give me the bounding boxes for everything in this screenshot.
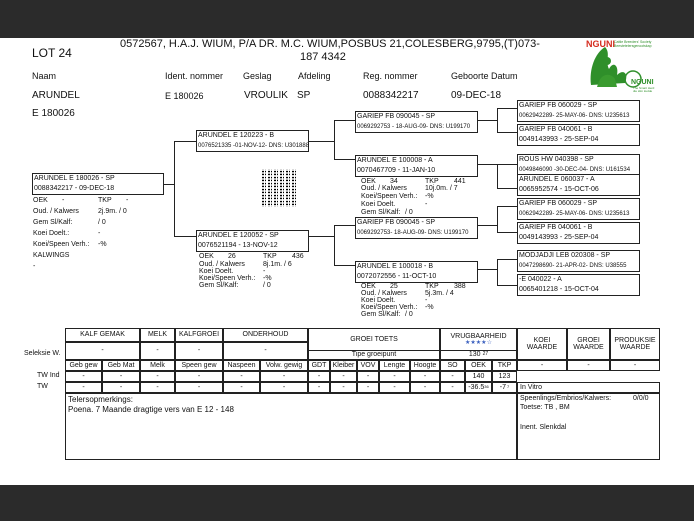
dam-box bbox=[196, 230, 309, 252]
logo-name-small: NGUNI bbox=[631, 79, 654, 86]
sub-geb-gew: Geb gew bbox=[65, 360, 102, 371]
gg8-line1: -E 040022 - A bbox=[519, 276, 562, 283]
logo-sub1: Cattle Breeders' Society bbox=[614, 40, 652, 44]
kalwings-value: - bbox=[33, 263, 36, 270]
tipe-groeipunt: Tipe groeipunt bbox=[308, 350, 440, 360]
sub-gdt: GDT bbox=[308, 360, 330, 371]
tw-kleiber: - bbox=[330, 382, 357, 393]
gg1-line2: 0062942289- 25-MAY-06- DNS: U235613 bbox=[519, 113, 630, 119]
dam-koei-label: Koei Doelt. bbox=[199, 268, 234, 275]
vrug-value bbox=[440, 350, 517, 360]
sub-vov: VOV bbox=[357, 360, 379, 371]
subject-tkp-label: TKP bbox=[98, 197, 112, 204]
hdr-groei-waarde: GROEI WAARDE bbox=[567, 328, 610, 360]
pedigree-sheet bbox=[0, 38, 694, 485]
col-ident: Ident. nommer bbox=[165, 71, 224, 81]
ss-line2: 0069292753 - 18-AUG-09- DNS: U199170 bbox=[357, 124, 471, 130]
gg2-line1: GARIEP FB 040061 - B bbox=[519, 126, 593, 133]
hdr-produksie-waarde: PRODUKSIE WAARDE bbox=[610, 328, 660, 360]
twind-oek: 140 bbox=[465, 371, 492, 382]
sub-speen-gew: Speen gew bbox=[175, 360, 223, 371]
dam-oek-label: OEK bbox=[199, 253, 214, 260]
dd-oek: 25 bbox=[390, 283, 398, 290]
dd-oek-label: OEK bbox=[361, 283, 376, 290]
sub-tkp: TKP bbox=[492, 360, 517, 371]
tw-naspeen: - bbox=[223, 382, 260, 393]
gg5-line1: GARIEP FB 060029 - SP bbox=[519, 200, 598, 207]
dam-tkp-label: TKP bbox=[263, 253, 277, 260]
logo-tag2: die slim kudde bbox=[633, 89, 653, 93]
gg1-line1: GARIEP FB 060029 - SP bbox=[519, 102, 598, 109]
dam-koei: - bbox=[263, 268, 266, 275]
tw-gdt: - bbox=[308, 382, 330, 393]
gg5-line2: 0062942289- 25-MAY-06- DNS: U235613 bbox=[519, 211, 630, 217]
sel-melk: - bbox=[140, 342, 175, 360]
sd-oud-label: Oud. / Kalwers bbox=[361, 185, 407, 192]
dd-gem-label: Gem Sl/Kalf: bbox=[361, 311, 401, 318]
gg7-line2: 0047298690- 21-APR-02- DNS: U38555 bbox=[519, 263, 627, 269]
subject-oek-label: OEK bbox=[33, 197, 48, 204]
gg6-line2: 0049143993 - 25-SEP-04 bbox=[519, 234, 599, 241]
gg2-line2: 0049143993 - 25-SEP-04 bbox=[519, 136, 599, 143]
twind-vov: - bbox=[357, 371, 379, 382]
gg-box-5 bbox=[517, 198, 640, 220]
ss-line1: GARIEP FB 090045 - SP bbox=[357, 113, 436, 120]
qr-code bbox=[262, 169, 296, 207]
subject-gem-label: Gem Sl/Kalf: bbox=[33, 219, 73, 226]
twind-hoogte: - bbox=[410, 371, 440, 382]
sire-box bbox=[196, 130, 309, 152]
twind-speen: - bbox=[175, 371, 223, 382]
speen-label: Speenlings/Embrios/Kalwers: bbox=[520, 395, 612, 402]
gg4-line1: ARUNDEL E 060037 - A bbox=[519, 176, 595, 183]
twind-volw: - bbox=[260, 371, 308, 382]
twind-so: - bbox=[440, 371, 465, 382]
dam-line1: ARUNDEL E 120052 - SP bbox=[198, 232, 279, 239]
hdr-koei-waarde: KOEI WAARDE bbox=[517, 328, 567, 360]
hdr-vrugbaarheid bbox=[440, 328, 517, 350]
gg-box-6 bbox=[517, 222, 640, 244]
vrug-value-sub: 27 bbox=[482, 351, 489, 358]
twind-tkp: 123 bbox=[492, 371, 517, 382]
tests-box bbox=[517, 393, 660, 460]
sub-naspeen: Naspeen bbox=[223, 360, 260, 371]
ss-box bbox=[355, 111, 478, 133]
tw-tkp-sub: 7 bbox=[507, 384, 510, 390]
gg-box-1 bbox=[517, 100, 640, 122]
hdr-kalfgroei: KALFGROEI bbox=[175, 328, 223, 342]
sd-tkp: 441 bbox=[454, 178, 466, 185]
logo-name: NGUNI bbox=[586, 39, 615, 49]
hdr-kalf-gemak: KALF GEMAK bbox=[65, 328, 140, 342]
dd-koei-label: Koei Doelt. bbox=[361, 297, 396, 304]
tw-lengte: - bbox=[379, 382, 410, 393]
sd-oek-label: OEK bbox=[361, 178, 376, 185]
kalwings-label: KALWINGS bbox=[33, 252, 70, 259]
nguni-logo bbox=[585, 39, 663, 95]
sd-oud: 10j.0m. / 7 bbox=[425, 185, 458, 192]
gg-box-2 bbox=[517, 124, 640, 146]
tw-label: TW bbox=[37, 383, 48, 390]
sel-kalfgroei: - bbox=[175, 342, 223, 360]
dd-tkp-label: TKP bbox=[425, 283, 439, 290]
dd-line1: ARUNDEL E 100018 - B bbox=[357, 263, 433, 270]
twind-naspeen: - bbox=[223, 371, 260, 382]
twind-melk: - bbox=[140, 371, 175, 382]
col-naam: Naam bbox=[32, 71, 57, 81]
dam-oud: 8j.1m. / 6 bbox=[263, 261, 292, 268]
subject-koeispeen-label: Koei/Speen Verh.: bbox=[33, 241, 90, 248]
sub-kleiber: Kleiber bbox=[330, 360, 357, 371]
dd-oud: 5j.3m. / 4 bbox=[425, 290, 454, 297]
dd-oud-label: Oud. / Kalwers bbox=[361, 290, 407, 297]
vrug-stars: ★★★★☆ bbox=[465, 340, 492, 347]
tw-oek-val: -36.5 bbox=[468, 383, 485, 391]
ds-line2: 0069292753- 18-AUG-09- DNS: U199170 bbox=[357, 230, 469, 236]
hdr-groei-toets: GROEI TOETS bbox=[308, 328, 440, 350]
sub-oek: OEK bbox=[465, 360, 492, 371]
sd-oek: 34 bbox=[390, 178, 398, 185]
ds-box bbox=[355, 217, 478, 239]
animal-name: ARUNDEL bbox=[32, 90, 80, 101]
dd-koeispeen: -% bbox=[425, 304, 434, 311]
subject-gem: / 0 bbox=[98, 219, 106, 226]
tw-speen: - bbox=[175, 382, 223, 393]
animal-afdeling: SP bbox=[297, 90, 311, 101]
sub-lengte: Lengte bbox=[379, 360, 410, 371]
groei-waarde-val: - bbox=[567, 360, 610, 371]
animal-ident: E 180026 bbox=[165, 91, 204, 101]
dam-line2: 0076521194 - 13-NOV-12 bbox=[198, 242, 278, 249]
sire-line2: 0076521335 -01-NOV-12- DNS: U301888 bbox=[198, 143, 310, 149]
sub-hoogte: Hoogte bbox=[410, 360, 440, 371]
owner-line2: 187 4342 bbox=[300, 51, 346, 63]
dam-tkp: 436 bbox=[292, 253, 304, 260]
subject-oud-label: Oud. / Kalwers bbox=[33, 208, 79, 215]
subject-line1: ARUNDEL E 180026 - SP bbox=[34, 175, 115, 182]
animal-code: E 180026 bbox=[32, 108, 75, 119]
gg7-line1: MODJADJI LEB 020308 - SP bbox=[519, 252, 611, 259]
sire-line1: ARUNDEL E 120223 - B bbox=[198, 132, 274, 139]
sel-onderhoud: - bbox=[223, 342, 308, 360]
dd-tkp: 388 bbox=[454, 283, 466, 290]
subject-tkp: - bbox=[126, 197, 129, 204]
gg-box-3 bbox=[517, 154, 640, 176]
sd-koeispeen-label: Koei/Speen Verh.: bbox=[361, 193, 418, 200]
logo-tag1: The Smart Herd bbox=[633, 86, 655, 90]
twind-gdt: - bbox=[308, 371, 330, 382]
vrug-value-num: 130 bbox=[468, 351, 481, 359]
sub-geb-mat: Geb Mat bbox=[102, 360, 140, 371]
dd-koeispeen-label: Koei/Speen Verh.: bbox=[361, 304, 418, 311]
dam-gem: / 0 bbox=[263, 282, 271, 289]
animal-reg: 0088342217 bbox=[363, 90, 419, 101]
subject-oek: - bbox=[62, 197, 65, 204]
sd-box bbox=[355, 155, 478, 177]
gg-box-8 bbox=[517, 274, 640, 296]
gg-box-7 bbox=[517, 250, 640, 272]
sd-gem-label: Gem Sl/Kalf: bbox=[361, 209, 401, 216]
col-afdeling: Afdeling bbox=[298, 71, 331, 81]
sub-volw-gewig: Volw. gewig bbox=[260, 360, 308, 371]
tw-geb-gew: - bbox=[65, 382, 102, 393]
gg6-line1: GARIEP FB 040061 - B bbox=[519, 224, 593, 231]
owner-line1: 0572567, H.A.J. WIUM, P/A DR. M.C. WIUM,POSBUS 21,COLESBERG,9795,(T)073- bbox=[120, 38, 540, 50]
hdr-melk: MELK bbox=[140, 328, 175, 342]
in-vitro: In Vitro bbox=[517, 382, 660, 393]
toetse: Toetse: TB , BM bbox=[520, 404, 570, 411]
dd-gem: / 0 bbox=[405, 311, 413, 318]
subject-box bbox=[32, 173, 164, 195]
sd-line1: ARUNDEL E 100008 - A bbox=[357, 157, 433, 164]
sub-so: SO bbox=[440, 360, 465, 371]
gg3-line1: ROUS HW 040398 - SP bbox=[519, 156, 594, 163]
dd-koei: - bbox=[425, 297, 428, 304]
inent: Inent. Slenkdal bbox=[520, 424, 567, 431]
tw-tkp-val: -7 bbox=[499, 383, 506, 391]
hdr-onderhoud: ONDERHOUD bbox=[223, 328, 308, 342]
tw-oek bbox=[465, 382, 492, 393]
subject-line2: 0088342217 - 09-DEC-18 bbox=[34, 185, 115, 192]
remarks-box bbox=[65, 393, 517, 460]
dd-box bbox=[355, 261, 478, 283]
remarks-text: Poena. 7 Maande dragtige vers van E 12 - 148 bbox=[68, 405, 234, 414]
animal-geslag: VROULIK bbox=[244, 90, 288, 101]
tw-oek-sub: 36 bbox=[484, 384, 489, 390]
subject-koeispeen: -% bbox=[98, 241, 107, 248]
dam-gem-label: Gem Sl/Kalf: bbox=[199, 282, 239, 289]
subject-oud: 2j.9m. / 0 bbox=[98, 208, 127, 215]
sd-gem: / 0 bbox=[405, 209, 413, 216]
sd-koei: - bbox=[425, 201, 428, 208]
logo-sub2: Beestetelersgenootskap bbox=[614, 44, 652, 48]
col-reg: Reg. nommer bbox=[363, 71, 418, 81]
sel-kalf: - bbox=[65, 342, 140, 360]
tw-so: - bbox=[440, 382, 465, 393]
twind-geb-mat: - bbox=[102, 371, 140, 382]
koei-waarde-val: - bbox=[517, 360, 567, 371]
sd-koeispeen: -% bbox=[425, 193, 434, 200]
ds-line1: GARIEP FB 090045 - SP bbox=[357, 219, 436, 226]
dd-line2: 0072072556 - 11-OCT-10 bbox=[357, 273, 437, 280]
col-geslag: Geslag bbox=[243, 71, 272, 81]
twind-lengte: - bbox=[379, 371, 410, 382]
tw-tkp bbox=[492, 382, 517, 393]
twind-label: TW Ind bbox=[37, 372, 60, 379]
sd-koei-label: Koei Doelt. bbox=[361, 201, 396, 208]
sub-melk: Melk bbox=[140, 360, 175, 371]
gg8-line2: 0065401218 - 15-OCT-04 bbox=[519, 286, 599, 293]
col-geboorte: Geboorte Datum bbox=[451, 71, 518, 81]
speen-val: 0/0/0 bbox=[633, 395, 649, 402]
dam-oud-label: Oud. / Kalwers bbox=[199, 261, 245, 268]
produksie-waarde-val: - bbox=[610, 360, 660, 371]
tw-melk: - bbox=[140, 382, 175, 393]
tw-geb-mat: - bbox=[102, 382, 140, 393]
subject-koei: - bbox=[98, 230, 101, 237]
tw-volw: - bbox=[260, 382, 308, 393]
gg4-line2: 0065952574 - 15-OCT-06 bbox=[519, 186, 599, 193]
dam-koeispeen: -% bbox=[263, 275, 272, 282]
subject-koei-label: Koei Doelt.: bbox=[33, 230, 70, 237]
tw-hoogte: - bbox=[410, 382, 440, 393]
dam-koeispeen-label: Koei/Speen Verh.: bbox=[199, 275, 256, 282]
twind-geb-gew: - bbox=[65, 371, 102, 382]
gg-box-4 bbox=[517, 174, 640, 196]
seleksie-label: Seleksie W. bbox=[24, 350, 61, 357]
sd-line2: 0070467709 - 11-JAN-10 bbox=[357, 167, 436, 174]
gg3-line2: 0049846090 -30-DEC-04- DNS: U161534 bbox=[519, 167, 631, 173]
animal-dob: 09-DEC-18 bbox=[451, 90, 502, 101]
vrug-label: VRUGBAARHEID bbox=[450, 332, 507, 340]
sd-tkp-label: TKP bbox=[425, 178, 439, 185]
tw-vov: - bbox=[357, 382, 379, 393]
dam-oek: 26 bbox=[228, 253, 236, 260]
lot-number: LOT 24 bbox=[32, 46, 72, 60]
twind-kleiber: - bbox=[330, 371, 357, 382]
remarks-title: Telersopmerkings: bbox=[68, 395, 133, 404]
